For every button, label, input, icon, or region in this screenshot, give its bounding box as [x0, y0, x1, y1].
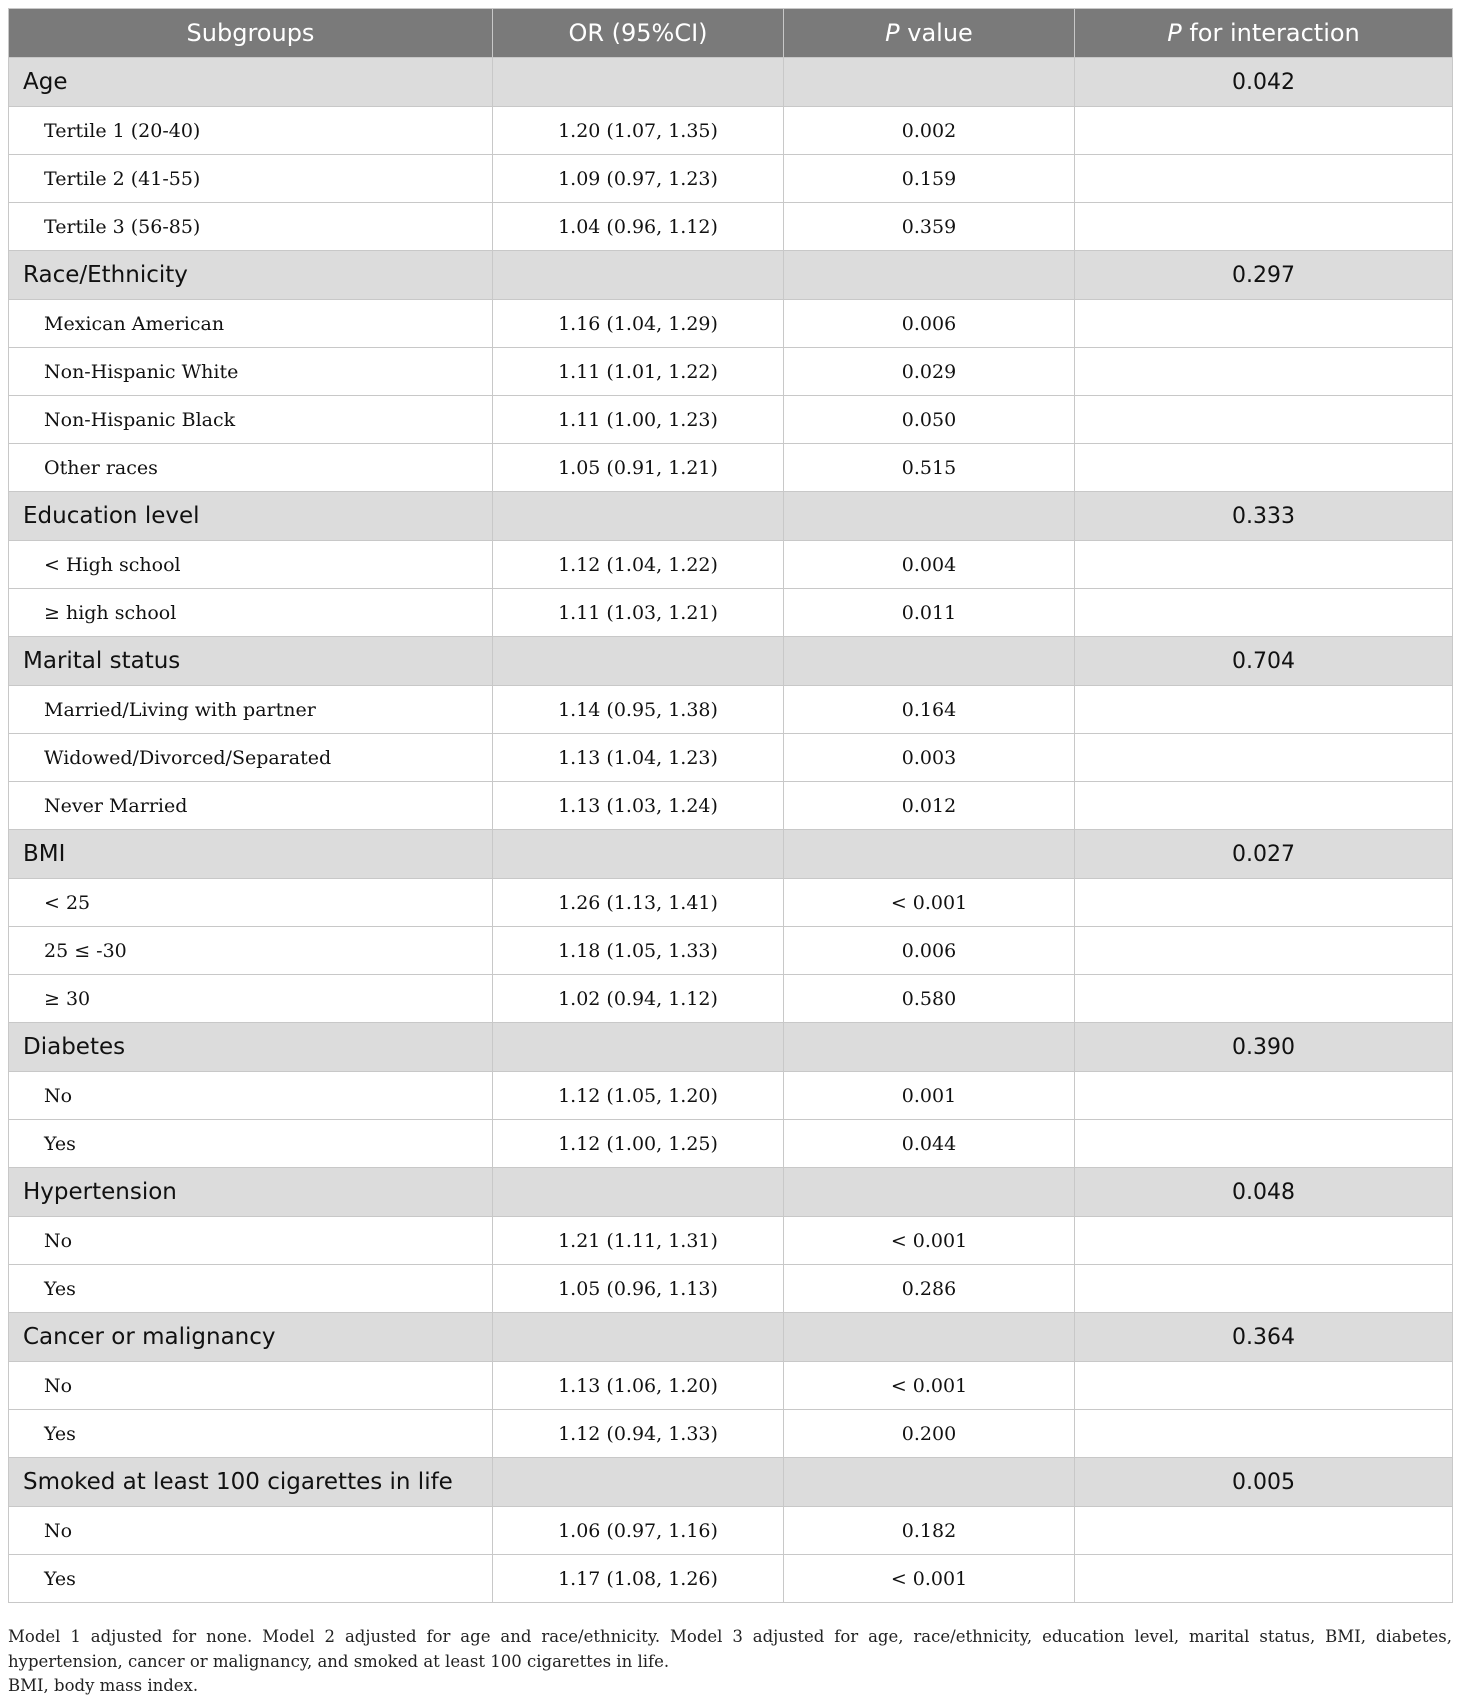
odds-ratio-ci: 1.26 (1.13, 1.41) [493, 879, 784, 927]
group-header-row [9, 1023, 1453, 1072]
p-interaction-empty [1075, 1507, 1453, 1555]
odds-ratio-ci: 1.13 (1.04, 1.23) [493, 734, 784, 782]
p-value: 0.159 [784, 155, 1075, 203]
table-row [9, 444, 1453, 492]
odds-ratio-ci: 1.20 (1.07, 1.35) [493, 107, 784, 155]
odds-ratio-ci: 1.13 (1.06, 1.20) [493, 1362, 784, 1410]
p-value: < 0.001 [784, 1217, 1075, 1265]
p-value: 0.182 [784, 1507, 1075, 1555]
table-row [9, 1265, 1453, 1313]
group-label: Race/Ethnicity [9, 251, 493, 300]
p-value: 0.200 [784, 1410, 1075, 1458]
group-p-empty [784, 1458, 1075, 1507]
group-or-empty [493, 251, 784, 300]
group-p-interaction: 0.297 [1075, 251, 1453, 300]
group-header-row [9, 637, 1453, 686]
table-row [9, 734, 1453, 782]
subgroup-label: Tertile 3 (56-85) [9, 203, 493, 251]
subgroup-table-container [8, 8, 1452, 1603]
p-value: 0.001 [784, 1072, 1075, 1120]
group-p-empty [784, 58, 1075, 107]
header-or-ci: OR (95%CI) [493, 9, 784, 58]
footnote-models: Model 1 adjusted for none. Model 2 adjusted for age and race/ethnicity. Model 3 adjusted for age, race/ethnicity, education level, marital status, BMI, diabetes, hypertension, cancer or malignancy, and smoked at least 100 cigarettes in life. [8, 1627, 1452, 1671]
odds-ratio-ci: 1.05 (0.96, 1.13) [493, 1265, 784, 1313]
group-p-interaction: 0.704 [1075, 637, 1453, 686]
subgroup-label: Yes [9, 1410, 493, 1458]
subgroup-label: Never Married [9, 782, 493, 830]
group-label: Age [9, 58, 493, 107]
table-row [9, 396, 1453, 444]
group-header-row [9, 830, 1453, 879]
table-row [9, 1072, 1453, 1120]
header-p-value-rest: value [899, 19, 973, 47]
p-interaction-empty [1075, 1217, 1453, 1265]
p-value: 0.050 [784, 396, 1075, 444]
p-value: 0.286 [784, 1265, 1075, 1313]
odds-ratio-ci: 1.16 (1.04, 1.29) [493, 300, 784, 348]
group-label: BMI [9, 830, 493, 879]
p-value: 0.002 [784, 107, 1075, 155]
group-p-empty [784, 492, 1075, 541]
p-value: 0.029 [784, 348, 1075, 396]
subgroup-label: Yes [9, 1555, 493, 1603]
p-interaction-empty [1075, 348, 1453, 396]
table-row [9, 348, 1453, 396]
subgroup-label: No [9, 1072, 493, 1120]
p-value: 0.003 [784, 734, 1075, 782]
subgroup-label: Non-Hispanic White [9, 348, 493, 396]
p-value: < 0.001 [784, 879, 1075, 927]
table-row [9, 203, 1453, 251]
table-row [9, 1217, 1453, 1265]
table-row [9, 541, 1453, 589]
p-interaction-empty [1075, 1072, 1453, 1120]
subgroup-label: Widowed/Divorced/Separated [9, 734, 493, 782]
group-p-interaction: 0.333 [1075, 492, 1453, 541]
p-value: 0.012 [784, 782, 1075, 830]
group-header-row [9, 251, 1453, 300]
p-interaction-empty [1075, 975, 1453, 1023]
group-or-empty [493, 58, 784, 107]
group-label: Marital status [9, 637, 493, 686]
table-row [9, 107, 1453, 155]
odds-ratio-ci: 1.06 (0.97, 1.16) [493, 1507, 784, 1555]
header-p-interaction-italic: P [1167, 19, 1182, 47]
group-p-empty [784, 830, 1075, 879]
group-p-interaction: 0.027 [1075, 830, 1453, 879]
table-row [9, 1362, 1453, 1410]
subgroup-label: ≥ 30 [9, 975, 493, 1023]
group-or-empty [493, 637, 784, 686]
p-interaction-empty [1075, 1265, 1453, 1313]
table-row [9, 975, 1453, 1023]
group-label: Education level [9, 492, 493, 541]
p-value: 0.004 [784, 541, 1075, 589]
footnote-bmi: BMI, body mass index. [8, 1676, 199, 1695]
table-header-row [9, 9, 1453, 58]
p-interaction-empty [1075, 589, 1453, 637]
header-p-value-italic: P [885, 19, 900, 47]
subgroup-label: No [9, 1362, 493, 1410]
subgroup-label: No [9, 1507, 493, 1555]
p-interaction-empty [1075, 1555, 1453, 1603]
group-label: Diabetes [9, 1023, 493, 1072]
odds-ratio-ci: 1.12 (1.05, 1.20) [493, 1072, 784, 1120]
p-value: < 0.001 [784, 1362, 1075, 1410]
header-p-interaction-rest: for interaction [1181, 19, 1360, 47]
odds-ratio-ci: 1.12 (1.04, 1.22) [493, 541, 784, 589]
table-row [9, 927, 1453, 975]
group-p-empty [784, 637, 1075, 686]
subgroup-label: Other races [9, 444, 493, 492]
p-interaction-empty [1075, 1362, 1453, 1410]
subgroup-analysis-table [8, 8, 1453, 1603]
subgroup-label: < 25 [9, 879, 493, 927]
group-p-empty [784, 1168, 1075, 1217]
table-footnotes [8, 1625, 1452, 1699]
odds-ratio-ci: 1.11 (1.01, 1.22) [493, 348, 784, 396]
group-p-interaction: 0.390 [1075, 1023, 1453, 1072]
p-value: 0.164 [784, 686, 1075, 734]
group-or-empty [493, 830, 784, 879]
subgroup-label: Tertile 2 (41-55) [9, 155, 493, 203]
subgroup-label: Yes [9, 1265, 493, 1313]
group-header-row [9, 1313, 1453, 1362]
p-interaction-empty [1075, 203, 1453, 251]
odds-ratio-ci: 1.04 (0.96, 1.12) [493, 203, 784, 251]
odds-ratio-ci: 1.11 (1.00, 1.23) [493, 396, 784, 444]
group-p-interaction: 0.364 [1075, 1313, 1453, 1362]
p-interaction-empty [1075, 300, 1453, 348]
group-p-empty [784, 1313, 1075, 1362]
subgroup-label: No [9, 1217, 493, 1265]
group-header-row [9, 1458, 1453, 1507]
group-or-empty [493, 1458, 784, 1507]
table-row [9, 589, 1453, 637]
odds-ratio-ci: 1.05 (0.91, 1.21) [493, 444, 784, 492]
p-interaction-empty [1075, 782, 1453, 830]
odds-ratio-ci: 1.12 (0.94, 1.33) [493, 1410, 784, 1458]
p-interaction-empty [1075, 107, 1453, 155]
p-interaction-empty [1075, 1120, 1453, 1168]
odds-ratio-ci: 1.13 (1.03, 1.24) [493, 782, 784, 830]
p-value: 0.011 [784, 589, 1075, 637]
odds-ratio-ci: 1.14 (0.95, 1.38) [493, 686, 784, 734]
header-p-interaction [1075, 9, 1453, 58]
odds-ratio-ci: 1.12 (1.00, 1.25) [493, 1120, 784, 1168]
odds-ratio-ci: 1.02 (0.94, 1.12) [493, 975, 784, 1023]
group-p-interaction: 0.042 [1075, 58, 1453, 107]
odds-ratio-ci: 1.18 (1.05, 1.33) [493, 927, 784, 975]
table-row [9, 686, 1453, 734]
odds-ratio-ci: 1.09 (0.97, 1.23) [493, 155, 784, 203]
table-row [9, 155, 1453, 203]
group-or-empty [493, 1313, 784, 1362]
group-or-empty [493, 1168, 784, 1217]
group-label: Smoked at least 100 cigarettes in life [9, 1458, 493, 1507]
subgroup-label: Non-Hispanic Black [9, 396, 493, 444]
odds-ratio-ci: 1.21 (1.11, 1.31) [493, 1217, 784, 1265]
table-row [9, 300, 1453, 348]
group-or-empty [493, 492, 784, 541]
p-interaction-empty [1075, 155, 1453, 203]
p-value: 0.359 [784, 203, 1075, 251]
group-header-row [9, 1168, 1453, 1217]
subgroup-label: Yes [9, 1120, 493, 1168]
table-row [9, 1120, 1453, 1168]
subgroup-label: 25 ≤ -30 [9, 927, 493, 975]
subgroup-label: ≥ high school [9, 589, 493, 637]
p-interaction-empty [1075, 541, 1453, 589]
group-label: Cancer or malignancy [9, 1313, 493, 1362]
group-p-interaction: 0.005 [1075, 1458, 1453, 1507]
table-row [9, 1507, 1453, 1555]
p-interaction-empty [1075, 927, 1453, 975]
subgroup-label: Tertile 1 (20-40) [9, 107, 493, 155]
group-label: Hypertension [9, 1168, 493, 1217]
group-or-empty [493, 1023, 784, 1072]
header-p-value [784, 9, 1075, 58]
p-value: 0.580 [784, 975, 1075, 1023]
p-value: 0.515 [784, 444, 1075, 492]
group-header-row [9, 492, 1453, 541]
table-row [9, 1410, 1453, 1458]
p-interaction-empty [1075, 396, 1453, 444]
header-subgroups: Subgroups [9, 9, 493, 58]
p-interaction-empty [1075, 734, 1453, 782]
p-interaction-empty [1075, 1410, 1453, 1458]
group-header-row [9, 58, 1453, 107]
table-row [9, 1555, 1453, 1603]
table-body [9, 58, 1453, 1603]
table-row [9, 879, 1453, 927]
p-value: < 0.001 [784, 1555, 1075, 1603]
p-interaction-empty [1075, 686, 1453, 734]
odds-ratio-ci: 1.11 (1.03, 1.21) [493, 589, 784, 637]
p-interaction-empty [1075, 444, 1453, 492]
odds-ratio-ci: 1.17 (1.08, 1.26) [493, 1555, 784, 1603]
p-value: 0.006 [784, 300, 1075, 348]
group-p-interaction: 0.048 [1075, 1168, 1453, 1217]
p-value: 0.006 [784, 927, 1075, 975]
subgroup-label: Mexican American [9, 300, 493, 348]
group-p-empty [784, 1023, 1075, 1072]
group-p-empty [784, 251, 1075, 300]
subgroup-label: < High school [9, 541, 493, 589]
table-row [9, 782, 1453, 830]
p-value: 0.044 [784, 1120, 1075, 1168]
p-interaction-empty [1075, 879, 1453, 927]
subgroup-label: Married/Living with partner [9, 686, 493, 734]
